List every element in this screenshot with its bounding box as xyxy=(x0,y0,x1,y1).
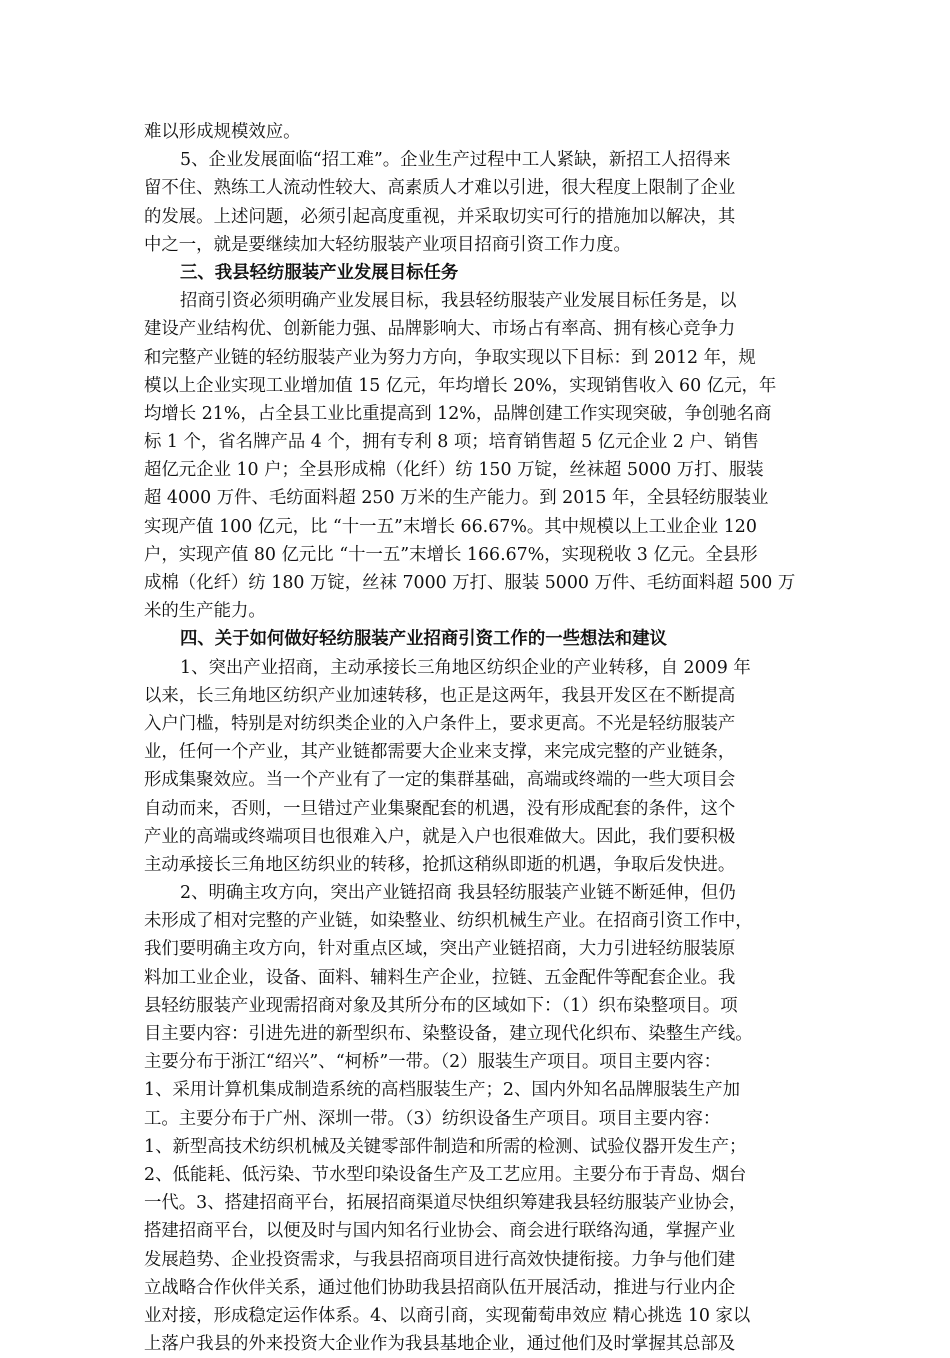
section-heading: 三、我县轻纺服装产业发展目标任务 xyxy=(180,262,459,283)
text-line: 1、新型高技术纺织机械及关键零部件制造和所需的检测、试验仪器开发生产； xyxy=(144,1136,747,1157)
text-line: 上落户我县的外来投资大企业作为我县基地企业，通过他们及时掌握其总部及 xyxy=(144,1334,736,1355)
text-line: 县轻纺服装产业现需招商对象及其所分布的区域如下：（1）织布染整项目。项 xyxy=(144,995,738,1016)
text-line: 1、采用计算机集成制造系统的高档服装生产；2、国内外知名品牌服装生产加 xyxy=(144,1080,741,1101)
text-line: 的发展。上述问题，必须引起高度重视，并采取切实可行的措施加以解决，其 xyxy=(144,206,736,227)
text-line: 招商引资必须明确产业发展目标，我县轻纺服装产业发展目标任务是，以 xyxy=(180,291,737,312)
text-line: 立战略合作伙伴关系，通过他们协助我县招商队伍开展活动，推进与行业内企 xyxy=(144,1277,736,1298)
text-line: 未形成了相对完整的产业链，如染整业、纺织机械生产业。在招商引资工作中， xyxy=(144,911,753,932)
text-line: 形成集聚效应。当一个产业有了一定的集群基础，高端或终端的一些大项目会 xyxy=(144,770,736,791)
text-line: 户，实现产值 80 亿元比 “十一五”末增长 166.67%，实现税收 3 亿元。全县形 xyxy=(144,544,758,565)
text-line: 主要分布于浙江“绍兴”、“柯桥”一带。（2）服装生产项目。项目主要内容： xyxy=(144,1052,722,1073)
text-line: 5、企业发展面临“招工难”。企业生产过程中工人紧缺，新招工人招得来 xyxy=(180,150,731,171)
section-heading: 四、关于如何做好轻纺服装产业招商引资工作的一些想法和建议 xyxy=(180,629,667,650)
text-line: 中之一，就是要继续加大轻纺服装产业项目招商引资工作力度。 xyxy=(144,234,631,255)
text-line: 建设产业结构优、创新能力强、品牌影响大、市场占有率高、拥有核心竞争力 xyxy=(144,319,736,340)
text-line: 均增长 21%，占全县工业比重提高到 12%，品牌创建工作实现突破，争创驰名商 xyxy=(144,403,772,424)
text-line: 自动而来，否则，一旦错过产业集聚配套的机遇，没有形成配套的条件，这个 xyxy=(144,798,736,819)
text-line: 成棉（化纤）纺 180 万锭，丝袜 7000 万打、服装 5000 万件、毛纺面料超 500 万 xyxy=(144,573,796,593)
text-line: 主动承接长三角地区纺织业的转移，抢抓这稍纵即逝的机遇，争取后发快进。 xyxy=(144,854,736,875)
text-line: 留不住、熟练工人流动性较大、高素质人才难以引进，很大程度上限制了企业 xyxy=(144,178,736,199)
text-line: 以来，长三角地区纺织产业加速转移，也正是这两年，我县开发区在不断提高 xyxy=(144,685,736,706)
text-line: 产业的高端或终端项目也很难入户，就是入户也很难做大。因此，我们要积极 xyxy=(144,826,736,847)
text-line: 和完整产业链的轻纺服装产业为努力方向，争取实现以下目标：到 2012 年，规 xyxy=(144,347,756,368)
text-line: 业对接，形成稳定运作体系。4、以商引商，实现葡萄串效应 精心挑选 10 家以 xyxy=(144,1305,751,1326)
text-line: 超 4000 万件、毛纺面料超 250 万米的生产能力。到 2015 年，全县轻纺服装业 xyxy=(144,488,769,509)
text-line: 2、明确主攻方向，突出产业链招商 我县轻纺服装产业链不断延伸，但仍 xyxy=(180,883,736,904)
text-line: 目主要内容：引进先进的新型织布、染整设备，建立现代化织布、染整生产线。 xyxy=(144,1024,753,1044)
text-line: 业，任何一个产业，其产业链都需要大企业来支撑，来完成完整的产业链条， xyxy=(144,742,736,763)
text-line: 米的生产能力。 xyxy=(144,601,266,622)
text-line: 1、突出产业招商，主动承接长三角地区纺织企业的产业转移，自 2009 年 xyxy=(180,657,751,678)
text-line: 料加工业企业，设备、面料、辅料生产企业，拉链、五金配件等配套企业。我 xyxy=(144,967,736,988)
text-line: 发展趋势、企业投资需求，与我县招商项目进行高效快捷衔接。力争与他们建 xyxy=(144,1249,736,1270)
text-line: 模以上企业实现工业增加值 15 亿元，年均增长 20%，实现销售收入 60 亿元，年 xyxy=(144,375,777,396)
text-line: 我们要明确主攻方向，针对重点区域，突出产业链招商，大力引进轻纺服装原 xyxy=(144,939,736,960)
text-line: 入户门槛，特别是对纺织类企业的入户条件上，要求更高。不光是轻纺服装产 xyxy=(144,713,736,734)
text-line: 标 1 个，省名牌产品 4 个，拥有专利 8 项；培育销售超 5 亿元企业 2 户、销售 xyxy=(144,432,759,453)
text-line: 难以形成规模效应。 xyxy=(144,122,301,142)
document-page xyxy=(144,118,814,1358)
text-line: 工。主要分布于广州、深圳一带。（3）纺织设备生产项目。项目主要内容： xyxy=(144,1108,721,1129)
text-line: 2、低能耗、低污染、节水型印染设备生产及工艺应用。主要分布于青岛、烟台 xyxy=(144,1164,747,1185)
text-line: 超亿元企业 10 户；全县形成棉（化纤）纺 150 万锭，丝袜超 5000 万打、服装 xyxy=(144,460,764,481)
text-line: 搭建招商平台，以便及时与国内知名行业协会、商会进行联络沟通，掌握产业 xyxy=(144,1221,736,1242)
text-line: 一代。3、搭建招商平台，拓展招商渠道尽快组织筹建我县轻纺服装产业协会， xyxy=(144,1193,747,1214)
text-line: 实现产值 100 亿元，比 “十一五”末增长 66.67%。其中规模以上工业企业 120 xyxy=(144,516,757,537)
